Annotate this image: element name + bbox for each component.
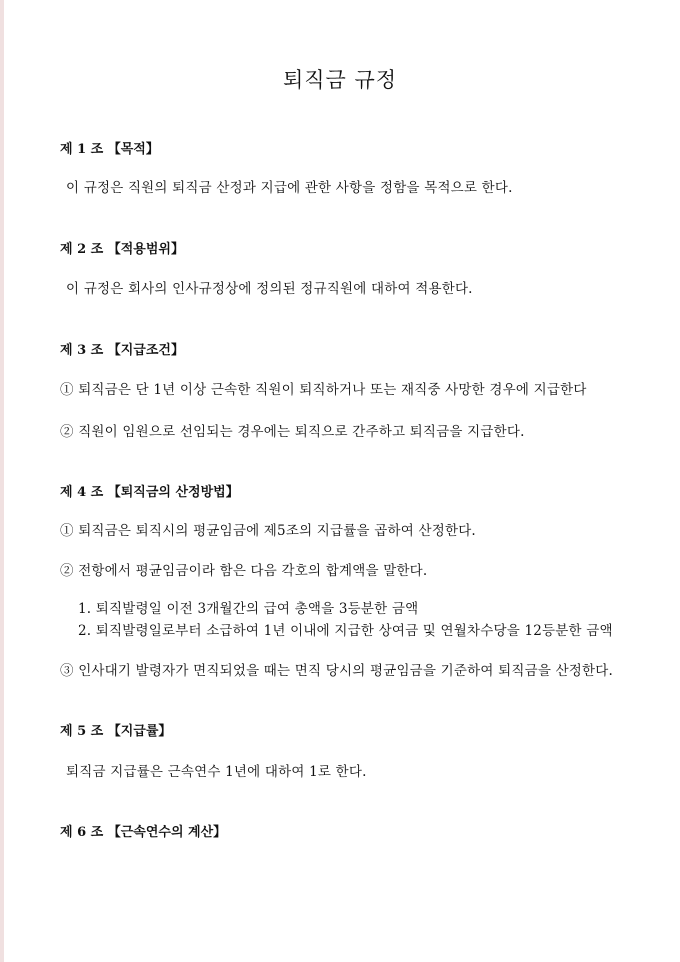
article-3-heading: 제 3 조 【지급조건】 <box>60 343 184 358</box>
document-title: 퇴직금 규정 <box>282 68 398 92</box>
article-2-paragraph: 이 규정은 회사의 인사규정상에 정의된 정규직원에 대하여 적용한다. <box>66 281 473 297</box>
article-3-paragraph-1: ① 퇴직금은 단 1년 이상 근속한 직원이 퇴직하거나 또는 재직중 사망한 경우에 지급한다 <box>60 382 587 398</box>
article-4-paragraph-1: ① 퇴직금은 퇴직시의 평균임금에 제5조의 지급률을 곱하여 산정한다. <box>60 523 476 539</box>
article-4-paragraph-3: ③ 인사대기 발령자가 면직되었을 때는 면직 당시의 평균임금을 기준하여 퇴직금을 산정한다. <box>60 663 614 679</box>
article-5-paragraph: 퇴직금 지급률은 근속연수 1년에 대하여 1로 한다. <box>66 764 367 780</box>
article-4-paragraph-2: ② 전항에서 평균임금이라 함은 다음 각호의 합계액을 말한다. <box>60 563 428 579</box>
article-3-paragraph-2: ② 직원이 임원으로 선임되는 경우에는 퇴직으로 간주하고 퇴직금을 지급한다. <box>60 424 525 440</box>
article-5-heading: 제 5 조 【지급률】 <box>60 724 172 739</box>
article-2-heading: 제 2 조 【적용범위】 <box>60 242 184 257</box>
article-1-heading: 제 1 조 【목적】 <box>60 142 159 157</box>
article-4-heading: 제 4 조 【퇴직금의 산정방법】 <box>60 485 239 500</box>
article-4-item-1: 1. 퇴직발령일 이전 3개월간의 급여 총액을 3등분한 금액 <box>78 601 419 617</box>
article-4-item-2: 2. 퇴직발령일로부터 소급하여 1년 이내에 지급한 상여금 및 연월차수당을 12등분한 금액 <box>78 623 613 639</box>
article-1-paragraph: 이 규정은 직원의 퇴직금 산정과 지급에 관한 사항을 정함을 목적으로 한다. <box>66 180 513 196</box>
article-6-heading: 제 6 조 【근속연수의 계산】 <box>60 825 227 840</box>
